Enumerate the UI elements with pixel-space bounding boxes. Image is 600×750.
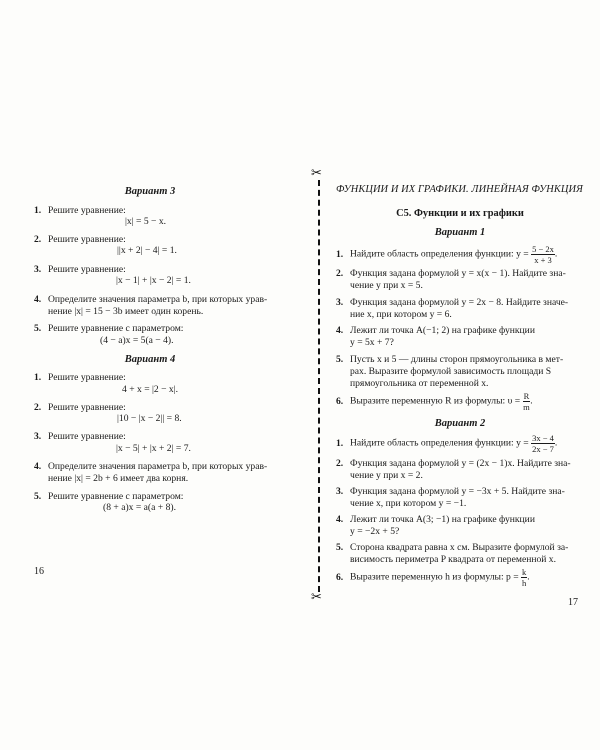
right-page [330,0,600,750]
v4-task-3-equation: |x − 5| + |x + 2| = 7. [116,443,191,454]
formula-lhs: υ = [507,395,521,407]
v3-task-5-equation: (4 − a)x = 5(a − 4). [100,335,174,346]
v4-task-4-line-2: нение |x| = 2b + 6 имеет два корня. [48,473,189,484]
task-number: 2. [34,402,42,413]
formula-tail: . [530,395,533,407]
v1-task-5-line-2: рах. Выразите формулой зависимость площади S [350,366,552,377]
v2-task-5 [336,542,568,554]
v1-task-6 [336,391,533,412]
task-number: 1. [34,372,42,383]
v3-task-2 [34,234,126,246]
formula-tail: . [554,437,558,449]
task-text-line-1: Определите значения параметра b, при которых урав- [48,294,268,305]
v1-task-3-line-2: ние x, при котором y = 6. [350,309,452,320]
v1-task-2-line-2: чение y при x = 5. [350,280,423,291]
task-number: 4. [336,514,344,525]
fraction-denominator: h [522,578,527,588]
task-text-line-1: Функция задана формулой y = (2x − 1)x. Найдите зна- [350,458,571,469]
task-number: 3. [336,486,344,497]
v2-task-2 [336,458,571,470]
task-text-line-1: Функция задана формулой y = −3x + 5. Найдите зна- [350,486,565,497]
v1-task-1 [336,244,557,265]
v1-task-3 [336,297,568,309]
variant-1-heading: Вариант 1 [434,227,486,238]
v2-task-5-line-2: висимость периметра P квадрата от переменной x. [350,554,556,565]
task-number: 6. [336,395,344,407]
v2-task-3 [336,486,565,498]
variant-3-heading: Вариант 3 [124,186,176,197]
task-number: 5. [336,542,344,553]
task-text: Решите уравнение: [48,234,126,245]
task-text: Решите уравнение с параметром: [48,491,184,502]
task-text: Найдите область определения функции: [350,248,514,260]
task-number: 5. [34,323,42,334]
v3-task-3 [34,264,126,276]
v2-task-1 [336,433,557,454]
task-text-line-1: Сторона квадрата равна x см. Выразите формулой за- [350,542,569,553]
task-number: 4. [34,461,42,472]
v3-task-2-equation: ||x + 2| − 4| = 1. [117,245,177,256]
v3-task-4-line-2: нение |x| = 15 − 3b имеет один корень. [48,306,204,317]
task-text: Решите уравнение с параметром: [48,323,184,334]
task-number: 1. [336,248,344,260]
fraction-numerator: 5 − 2x [532,244,554,254]
page-number-left: 16 [34,566,44,577]
v4-task-4 [34,461,267,473]
task-text-line-1: Лежит ли точка A(−1; 2) на графике функции [350,325,535,336]
v1-task-4 [336,325,535,337]
task-text: Решите уравнение: [48,431,126,442]
task-number: 2. [336,458,344,469]
task-text-line-1: Пусть x и 5 — длины сторон прямоугольника в мет- [350,354,564,365]
v2-task-4 [336,514,535,526]
task-text: Решите уравнение: [48,205,126,216]
v3-task-4 [34,294,267,306]
fraction-numerator: 3x − 4 [532,433,554,443]
task-text-line-1: Функция задана формулой y = 2x − 8. Найдите значе- [350,297,569,308]
task-number: 1. [34,205,42,216]
task-number: 4. [336,325,344,336]
v4-task-3 [34,431,126,443]
task-text-line-1: Лежит ли точка A(3; −1) на графике функции [350,514,535,525]
task-number: 3. [34,431,42,442]
variant-2-heading: Вариант 2 [434,418,486,429]
section-title: С5. Функции и их графики [396,208,524,219]
v2-task-2-line-2: чение y при x = 2. [350,470,423,481]
formula-lhs: p = [506,571,519,583]
v2-task-4-line-2: y = −2x + 5? [350,526,400,537]
task-number: 2. [34,234,42,245]
v4-task-1-equation: 4 + x = |2 − x|. [122,384,179,395]
v1-task-5 [336,354,563,366]
task-number: 5. [336,354,344,365]
task-number: 1. [336,437,344,449]
task-number: 3. [34,264,42,275]
task-number: 4. [34,294,42,305]
task-text: Выразите переменную R из формулы: [350,395,506,407]
scissors-icon: ✂ [311,166,322,181]
page-number-right: 17 [568,597,578,608]
task-text: Решите уравнение: [48,402,126,413]
fraction [531,433,558,454]
task-text: Решите уравнение: [48,264,126,275]
v3-task-1-equation: |x| = 5 − x. [125,216,167,227]
task-number: 6. [336,571,344,583]
v4-task-5-equation: (8 + a)x = a(a + 8). [103,502,176,513]
v3-task-3-equation: |x − 1| + |x − 2| = 1. [116,275,191,286]
v3-task-5 [34,323,183,335]
task-number: 2. [336,268,344,279]
cut-line [318,180,320,592]
v4-task-1 [34,372,126,384]
task-number: 5. [34,491,42,502]
formula-tail: . [527,571,530,583]
fraction-denominator: 2x − 7 [532,444,554,454]
task-number: 3. [336,297,344,308]
fraction [531,244,558,265]
variant-4-heading: Вариант 4 [124,354,176,365]
v1-task-5-line-3: прямоугольника от переменной x. [350,378,489,389]
fraction-denominator: x + 3 [534,255,552,265]
fraction-numerator: k [522,567,527,577]
fraction-denominator: m [523,402,530,412]
v2-task-3-line-2: чение x, при котором y = −1. [350,498,467,509]
chapter-title: ФУНКЦИИ И ИХ ГРАФИКИ. ЛИНЕЙНАЯ ФУНКЦИЯ [336,184,583,195]
formula-lhs: y = [516,437,529,449]
formula-tail: . [554,248,558,260]
task-text: Решите уравнение: [48,372,126,383]
scissors-icon: ✂ [311,590,322,605]
v1-task-2 [336,268,566,280]
task-text-line-1: Определите значения параметра b, при которых урав- [48,461,268,472]
v4-task-2 [34,402,126,414]
v2-task-6 [336,567,530,588]
v1-task-4-line-2: y = 5x + 7? [350,337,394,348]
v3-task-1 [34,205,126,217]
formula-lhs: y = [516,248,529,260]
task-text: Выразите переменную h из формулы: [350,571,504,583]
v4-task-2-equation: |10 − |x − 2|| = 8. [117,413,182,424]
fraction-numerator: R [523,391,530,401]
task-text-line-1: Функция задана формулой y = x(x − 1). Найдите зна- [350,268,566,279]
task-text: Найдите область определения функции: [350,437,514,449]
